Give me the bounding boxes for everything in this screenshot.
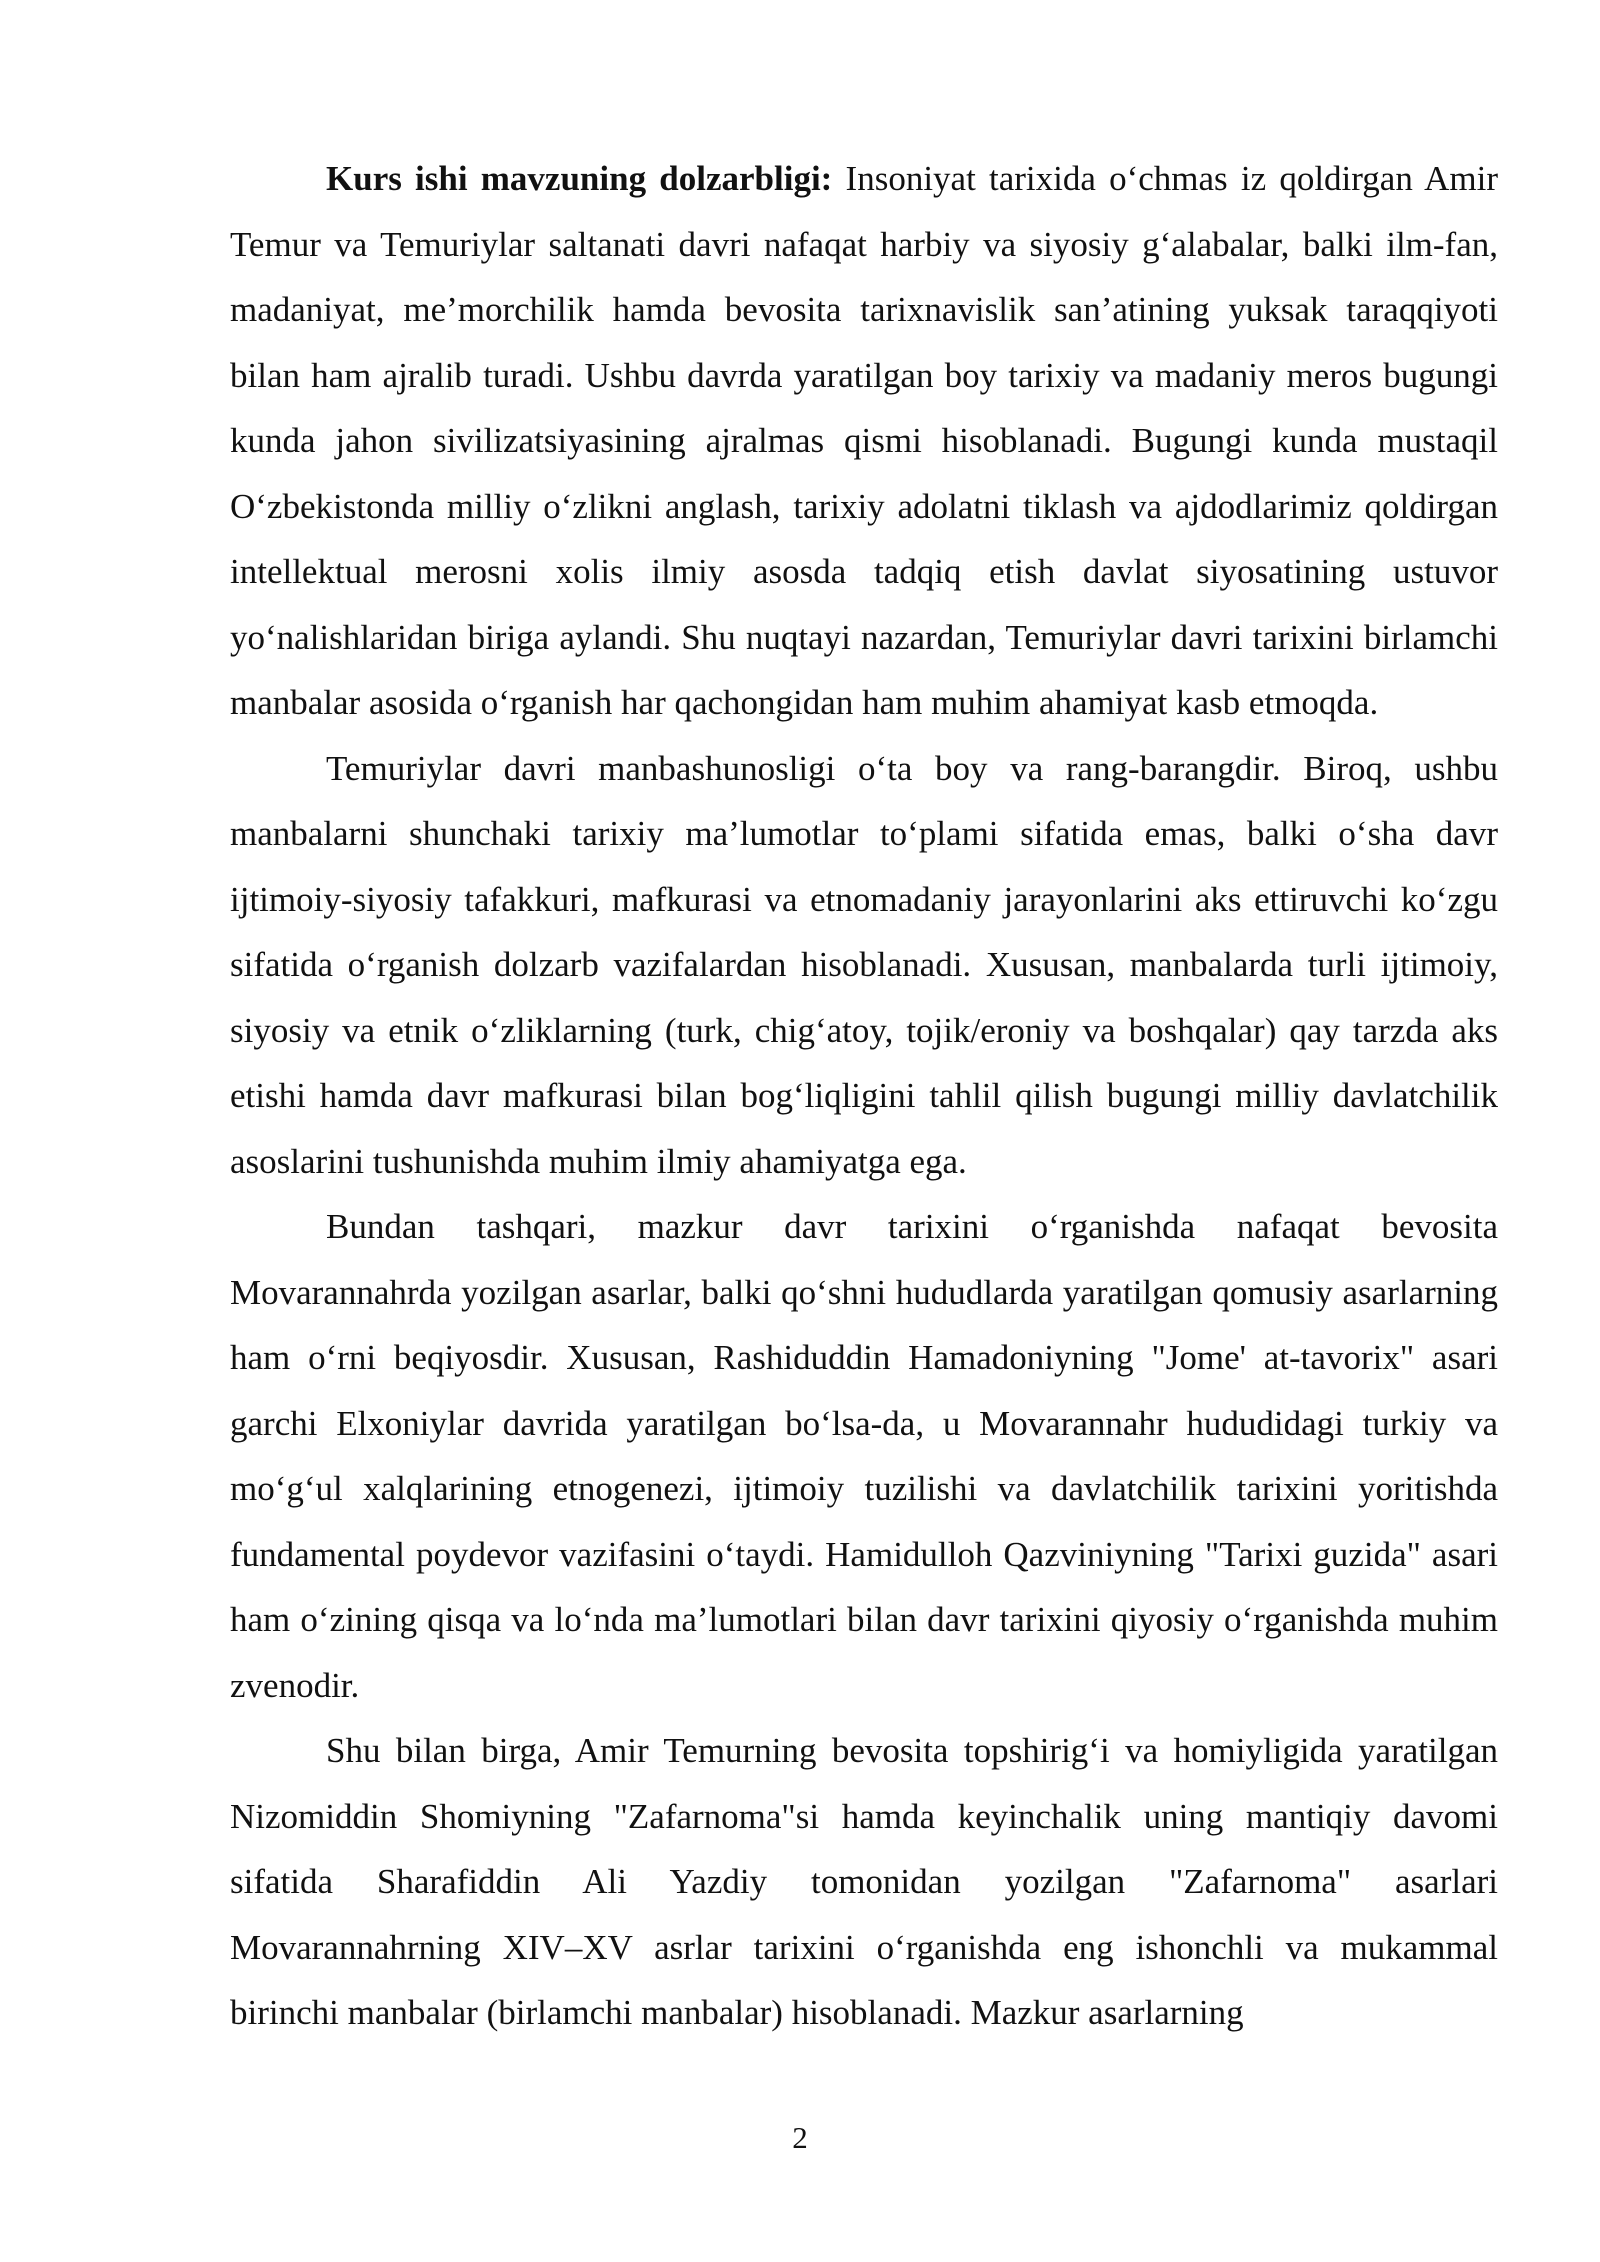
paragraph-text: Bundan tashqari, mazkur davr tarixini o‘rganishda nafaqat bevosita Movarannahrda yozilgan asarlar, balki qo‘shni hududlarda yaratilgan qomusiy asarlarning ham o‘rni beqiyosdir. Xususan, Rashiduddin Hamadoniyning "Jome' at-tavorix" asari garchi Elxoniylar davrida yaratilgan bo‘lsa-da, u Movarannahr hududidagi turkiy va mo‘g‘ul xalqlarining etnogenezi, ijtimoiy tuzilishi va davlatchilik tarixini yoritishda fundamental poydevor vazifasini o‘taydi. Hamidulloh Qazviniyning "Tarixi guzida" asari ham o‘zining qisqa va lo‘nda ma’lumotlari bilan davr tarixini qiyosiy o‘rganishda muhim zvenodir. [230,1207,1498,1705]
paragraph-relevance [230,146,1498,736]
paragraph-sources-overview [230,736,1498,1195]
paragraph-lead-heading: Kurs ishi mavzuning dolzarbligi: [326,159,833,198]
paragraph-zafarnoma [230,1718,1498,2046]
page-body [230,146,1498,2046]
paragraph-text: Temuriylar davri manbashunosligi o‘ta boy va rang-barangdir. Biroq, ushbu manbalarni shunchaki tarixiy ma’lumotlar to‘plami sifatida emas, balki o‘sha davr ijtimoiy-siyosiy tafakkuri, mafkurasi va etnomadaniy jarayonlarini aks ettiruvchi ko‘zgu sifatida o‘rganish dolzarb vazifalardan hisoblanadi. Xususan, manbalarda turli ijtimoiy, siyosiy va etnik o‘zliklarning (turk, chig‘atoy, tojik/eroniy va boshqalar) qay tarzda aks etishi hamda davr mafkurasi bilan bog‘liqligini tahlil qilish bugungi milliy davlatchilik asoslarini tushunishda muhim ilmiy ahamiyatga ega. [230,748,1498,1181]
paragraph-neighboring-works [230,1194,1498,1718]
paragraph-text: Shu bilan birga, Amir Temurning bevosita topshirig‘i va homiyligida yaratilgan Nizomiddin Shomiyning "Zafarnoma"si hamda keyinchalik uning mantiqiy davomi sifatida Sharafiddin Ali Yazdiy tomonidan yozilgan "Zafarnoma" asarlari Movarannahrning XIV–XV asrlar tarixini o‘rganishda eng ishonchli va mukammal birinchi manbalar (birlamchi manbalar) hisoblanadi. Mazkur asarlarning [230,1731,1498,2032]
page-number: 2 [792,2120,808,2155]
paragraph-text: Insoniyat tarixida o‘chmas iz qoldirgan Amir Temur va Temuriylar saltanati davri nafaqat harbiy va siyosiy g‘alabalar, balki ilm-fan, madaniyat, me’morchilik hamda bevosita tarixnavislik san’atining yuksak taraqqiyoti bilan ham ajralib turadi. Ushbu davrda yaratilgan boy tarixiy va madaniy meros bugungi kunda jahon sivilizatsiyasining ajralmas qismi hisoblanadi. Bugungi kunda mustaqil O‘zbekistonda milliy o‘zlikni anglash, tarixiy adolatni tiklash va ajdodlarimiz qoldirgan intellektual merosni xolis ilmiy asosda tadqiq etish davlat siyosatining ustuvor yo‘nalishlaridan biriga aylandi. Shu nuqtayi nazardan, Temuriylar davri tarixini birlamchi manbalar asosida o‘rganish har qachongidan ham muhim ahamiyat kasb etmoqda. [230,159,1498,722]
